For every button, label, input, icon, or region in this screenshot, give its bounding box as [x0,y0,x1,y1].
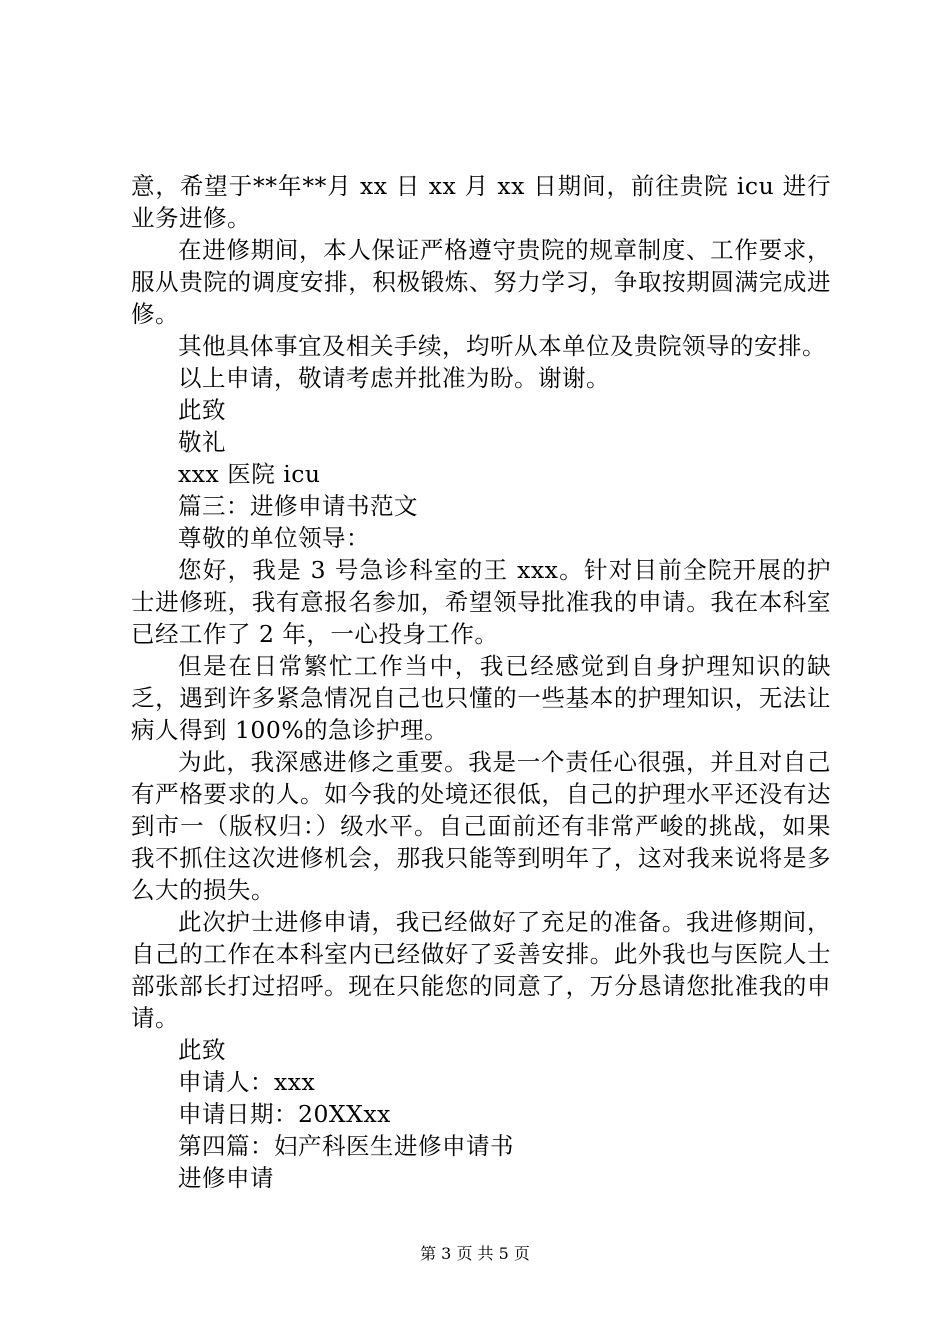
paragraph: 篇三：进修申请书范文 [178,492,418,520]
paragraph: 其他具体事宜及相关手续，均听从本单位及贵院领导的安排。 [178,332,826,360]
paragraph: 但是在日常繁忙工作当中，我已经感觉到自身护理知识的缺乏，遇到许多紧急情况自己也只懂的一些基本的护理知识，无法让病人得到 100%的急诊护理。 [131,652,831,744]
paragraph: 申请人：xxx [178,1068,316,1096]
paragraph: 意，希望于**年**月 xx 日 xx 月 xx 日期间，前往贵院 icu 进行业务进修。 [131,172,831,232]
paragraph: 申请日期：20XXxx [178,1100,391,1128]
paragraph: 您好，我是 3 号急诊科室的王 xxx。针对目前全院开展的护士进修班，我有意报名参加，希望领导批准我的申请。我在本科室已经工作了 2 年，一心投身工作。 [131,556,831,648]
page-footer [0,1244,950,1264]
paragraph: 此致 [178,1036,226,1064]
paragraph: 第四篇：妇产科医生进修申请书 [178,1132,514,1160]
paragraph: xxx 医院 icu [178,460,321,488]
paragraph: 此次护士进修申请，我已经做好了充足的准备。我进修期间，自己的工作在本科室内已经做好了妥善安排。此外我也与医院人士部张部长打过招呼。现在只能您的同意了，万分恳请您批准我的申请。 [131,908,831,1032]
page-number: 第 3 页 共 5 页 [420,1244,530,1263]
paragraph: 为此，我深感进修之重要。我是一个责任心很强，并且对自己有严格要求的人。如今我的处境还很低，自己的护理水平还没有达到市一（版权归：）级水平。自己面前还有非常严峻的挑战，如果我不抓住这次进修机会，那我只能等到明年了，这对我来说将是多么大的损失。 [131,748,831,904]
document-body [131,170,831,1194]
paragraph: 在进修期间，本人保证严格遵守贵院的规章制度、工作要求，服从贵院的调度安排，积极锻炼、努力学习，争取按期圆满完成进修。 [131,236,831,328]
paragraph: 此致 [178,396,226,424]
paragraph: 尊敬的单位领导： [178,524,370,552]
paragraph: 敬礼 [178,428,226,456]
paragraph: 以上申请，敬请考虑并批准为盼。谢谢。 [178,364,610,392]
paragraph: 进修申请 [178,1164,274,1192]
